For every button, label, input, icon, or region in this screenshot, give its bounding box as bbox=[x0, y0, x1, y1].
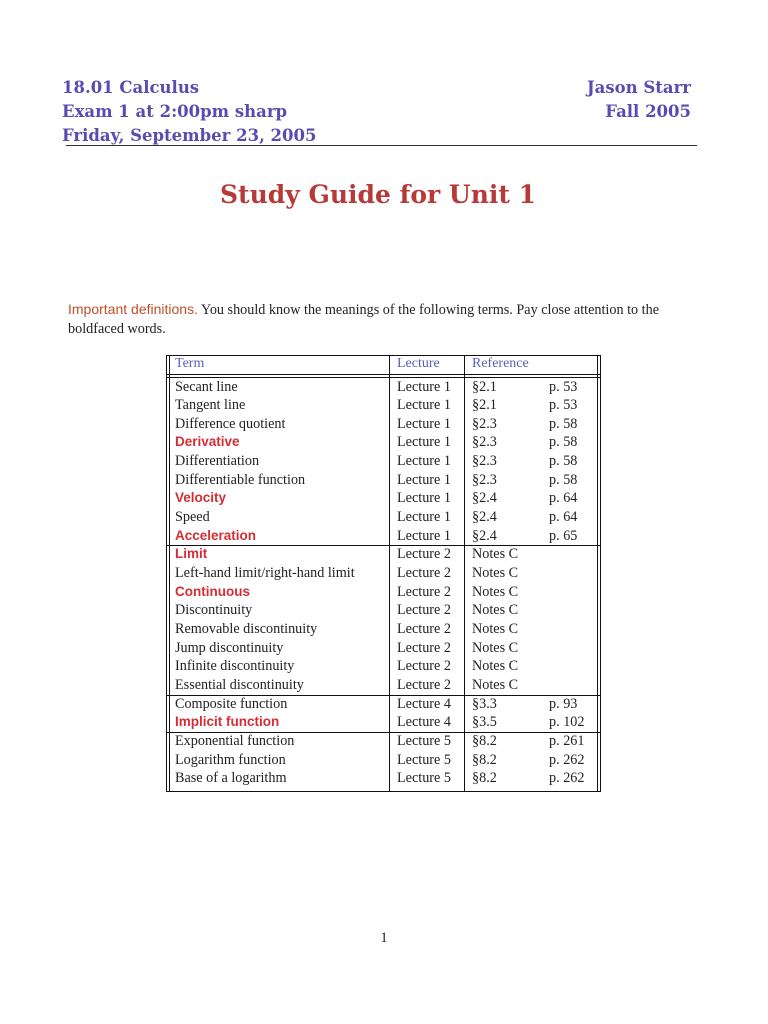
instructor-name: Jason Starr bbox=[586, 78, 691, 97]
table-cell-term: Jump discontinuity bbox=[175, 639, 284, 656]
table-cell-lecture: Lecture 2 bbox=[397, 639, 451, 656]
column-divider bbox=[464, 355, 465, 792]
table-cell-term: Composite function bbox=[175, 695, 288, 712]
table-cell-term: Velocity bbox=[175, 490, 227, 506]
table-cell-term: Logarithm function bbox=[175, 751, 286, 768]
table-cell-term: Difference quotient bbox=[175, 415, 286, 432]
table-cell-term: Discontinuity bbox=[175, 602, 253, 619]
table-cell-term: Implicit function bbox=[175, 714, 280, 730]
table-cell-reference: §2.4 bbox=[472, 509, 497, 526]
table-cell-lecture: Lecture 1 bbox=[397, 471, 451, 488]
table-cell-lecture: Lecture 2 bbox=[397, 565, 451, 581]
table-cell-reference: Notes C bbox=[472, 676, 519, 693]
table-cell-page: p. 93 bbox=[549, 695, 578, 712]
table-cell-reference: §8.2 bbox=[472, 732, 497, 749]
table-cell-page: p. 262 bbox=[549, 770, 585, 787]
table-cell-term: Limit bbox=[175, 546, 208, 562]
table-cell-page: p. 262 bbox=[549, 751, 585, 768]
table-cell-lecture: Lecture 1 bbox=[397, 415, 451, 432]
table-cell-reference: Notes C bbox=[472, 620, 519, 637]
intro-lead: Important definitions. bbox=[68, 301, 198, 317]
table-cell-lecture: Lecture 1 bbox=[397, 378, 451, 395]
column-divider bbox=[389, 355, 390, 792]
column-header-lecture: Lecture bbox=[397, 356, 440, 371]
table-cell-reference: Notes C bbox=[472, 639, 519, 656]
table-cell-lecture: Lecture 4 bbox=[397, 714, 451, 731]
table-cell-reference: §2.3 bbox=[472, 415, 497, 432]
table-cell-page: p. 53 bbox=[549, 378, 578, 395]
table-cell-lecture: Lecture 2 bbox=[397, 620, 451, 637]
table-border bbox=[597, 355, 598, 792]
page-number: 1 bbox=[380, 930, 388, 946]
exam-time: Exam 1 at 2:00pm sharp bbox=[62, 102, 288, 121]
table-cell-term: Base of a logarithm bbox=[175, 770, 287, 787]
group-divider bbox=[166, 732, 601, 733]
table-cell-reference: §2.1 bbox=[472, 397, 497, 414]
table-cell-lecture: Lecture 1 bbox=[397, 397, 451, 414]
table-cell-reference: §2.3 bbox=[472, 434, 497, 451]
instructor-info bbox=[587, 76, 691, 124]
page-title: Study Guide for Unit 1 bbox=[219, 180, 537, 209]
intro-paragraph bbox=[68, 300, 708, 339]
table-cell-lecture: Lecture 2 bbox=[397, 583, 451, 600]
table-cell-reference: §2.1 bbox=[472, 378, 497, 395]
table-cell-reference: Notes C bbox=[472, 602, 519, 619]
table-cell-term: Tangent line bbox=[175, 397, 246, 414]
table-cell-term: Acceleration bbox=[175, 527, 257, 543]
table-cell-page: p. 58 bbox=[549, 434, 578, 451]
table-cell-term: Removable discontinuity bbox=[175, 620, 318, 637]
table-cell-lecture: Lecture 2 bbox=[397, 546, 451, 563]
table-cell-reference: Notes C bbox=[472, 583, 519, 600]
definitions-table bbox=[166, 355, 601, 792]
table-cell-lecture: Lecture 2 bbox=[397, 658, 451, 675]
table-cell-term: Secant line bbox=[175, 378, 238, 395]
table-cell-reference: §3.5 bbox=[472, 714, 497, 731]
table-cell-lecture: Lecture 1 bbox=[397, 490, 451, 507]
table-cell-page: p. 65 bbox=[549, 527, 578, 544]
table-cell-lecture: Lecture 5 bbox=[397, 770, 451, 787]
table-cell-term: Exponential function bbox=[175, 732, 295, 749]
table-cell-reference: §2.4 bbox=[472, 527, 497, 544]
table-cell-lecture: Lecture 1 bbox=[397, 434, 451, 451]
table-cell-reference: §8.2 bbox=[472, 770, 497, 787]
exam-date: Friday, September 23, 2005 bbox=[62, 126, 317, 145]
table-cell-term: Differentiable function bbox=[175, 471, 306, 488]
table-cell-page: p. 58 bbox=[549, 471, 578, 488]
table-cell-reference: §8.2 bbox=[472, 751, 497, 768]
table-cell-reference: Notes C bbox=[472, 658, 519, 675]
table-cell-term: Left-hand limit/right-hand limit bbox=[175, 565, 355, 581]
table-cell-lecture: Lecture 1 bbox=[397, 509, 451, 526]
group-divider bbox=[166, 695, 601, 696]
intro-text: You should know the meanings of the following terms. Pay close attention to the boldfaced words. bbox=[68, 302, 660, 337]
table-cell-lecture: Lecture 4 bbox=[397, 695, 451, 712]
table-cell-reference: §2.3 bbox=[472, 471, 497, 488]
course-title: 18.01 Calculus bbox=[62, 78, 200, 97]
table-cell-term: Essential discontinuity bbox=[175, 676, 304, 693]
table-cell-reference: Notes C bbox=[472, 565, 519, 581]
table-cell-term: Differentiation bbox=[175, 453, 260, 470]
course-info bbox=[62, 76, 317, 148]
table-cell-lecture: Lecture 5 bbox=[397, 751, 451, 768]
table-cell-page: p. 64 bbox=[549, 509, 578, 526]
table-border bbox=[169, 355, 170, 792]
table-cell-lecture: Lecture 5 bbox=[397, 732, 451, 749]
table-cell-page: p. 64 bbox=[549, 490, 578, 507]
table-cell-reference: §3.3 bbox=[472, 695, 497, 712]
table-cell-lecture: Lecture 2 bbox=[397, 602, 451, 619]
column-header-reference: Reference bbox=[472, 356, 529, 371]
table-cell-page: p. 58 bbox=[549, 453, 578, 470]
table-cell-lecture: Lecture 2 bbox=[397, 676, 451, 693]
table-cell-term: Derivative bbox=[175, 434, 240, 450]
column-header-term: Term bbox=[175, 356, 205, 371]
table-cell-term: Speed bbox=[175, 509, 210, 526]
table-cell-page: p. 53 bbox=[549, 397, 578, 414]
group-divider bbox=[166, 545, 601, 546]
table-cell-reference: Notes C bbox=[472, 546, 519, 563]
table-cell-term: Infinite discontinuity bbox=[175, 658, 295, 675]
table-cell-term: Continuous bbox=[175, 583, 250, 599]
table-cell-lecture: Lecture 1 bbox=[397, 453, 451, 470]
table-cell-page: p. 261 bbox=[549, 732, 585, 749]
table-cell-page: p. 102 bbox=[549, 714, 585, 731]
semester: Fall 2005 bbox=[605, 102, 691, 121]
table-cell-page: p. 58 bbox=[549, 415, 578, 432]
header-divider bbox=[166, 374, 601, 375]
table-cell-lecture: Lecture 1 bbox=[397, 527, 451, 544]
table-cell-reference: §2.4 bbox=[472, 490, 497, 507]
table-cell-reference: §2.3 bbox=[472, 453, 497, 470]
header-rule bbox=[66, 145, 697, 146]
